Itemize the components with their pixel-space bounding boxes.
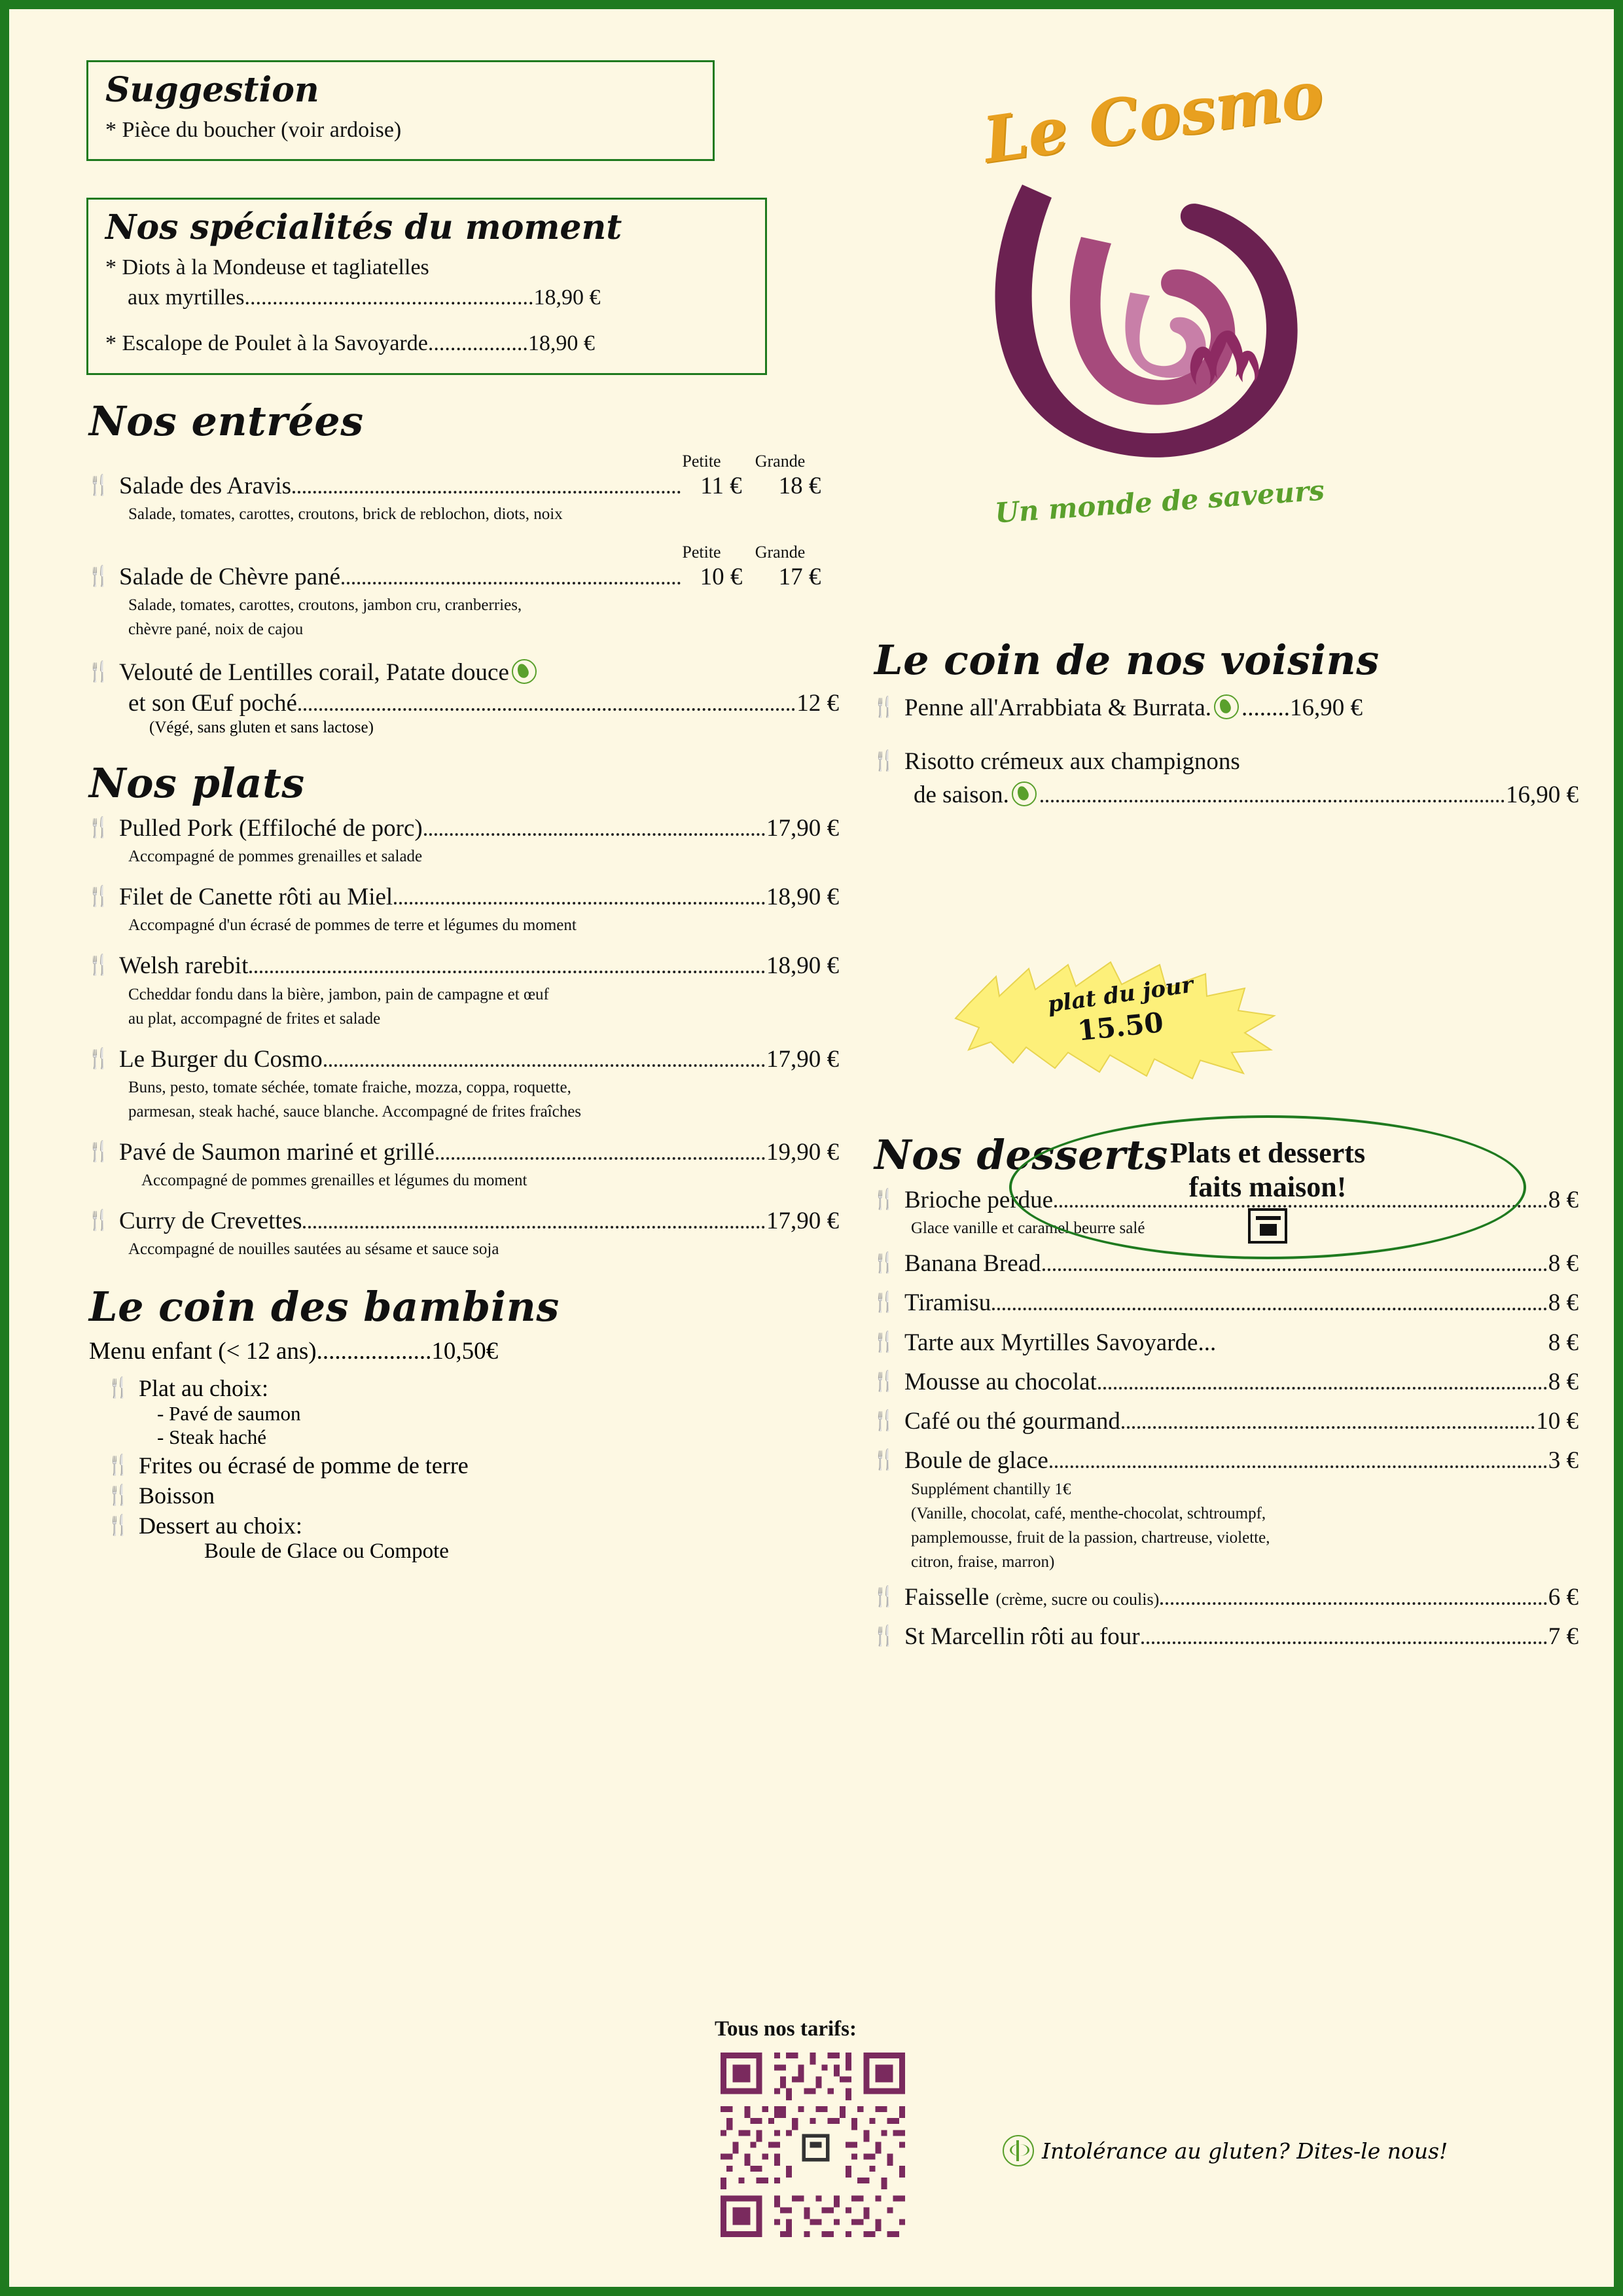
plat-name: Le Burger du Cosmo bbox=[119, 1045, 323, 1073]
entree-item bbox=[86, 471, 839, 526]
cutlery-icon: 🍴 bbox=[86, 954, 111, 977]
dessert-item bbox=[872, 1288, 1578, 1318]
dessert-item bbox=[872, 1367, 1578, 1397]
plats-title: Nos plats bbox=[89, 759, 305, 807]
plat-desc-2: au plat, accompagné de frites et salade bbox=[128, 1009, 381, 1028]
bambins-title: Le coin des bambins bbox=[89, 1283, 560, 1331]
col-header-grande: Grande bbox=[755, 543, 806, 562]
specialite-price: 18,90 € bbox=[533, 285, 601, 310]
specialite-name: * Escalope de Poulet à la Savoyarde bbox=[105, 331, 428, 355]
qr-code[interactable] bbox=[715, 2047, 911, 2243]
specialites-box bbox=[86, 198, 767, 374]
suggestion-line: * Pièce du boucher (voir ardoise) bbox=[105, 117, 402, 142]
gluten-text: Intolérance au gluten? Dites-le nous! bbox=[1042, 2138, 1448, 2164]
plat-item bbox=[86, 882, 839, 937]
plat-price: 17,90 € bbox=[766, 1045, 839, 1073]
cutlery-icon: 🍴 bbox=[872, 750, 897, 772]
leader-dots bbox=[342, 581, 681, 584]
kids-menu-price: 10,50€ bbox=[431, 1338, 499, 1365]
voisin-name: Penne all'Arrabbiata & Burrata. bbox=[904, 694, 1211, 721]
dessert-price: 10 € bbox=[1536, 1408, 1578, 1435]
entree-name: Velouté de Lentilles corail, Patate douce bbox=[119, 659, 509, 687]
plat-desc: Buns, pesto, tomate séchée, tomate fraiche, mozza, coppa, roquette, bbox=[128, 1078, 571, 1096]
kids-item-label: Dessert au choix: bbox=[139, 1513, 302, 1539]
cutlery-icon: 🍴 bbox=[872, 1370, 897, 1392]
plat-name: Welsh rarebit bbox=[119, 952, 249, 980]
menu-inner bbox=[21, 21, 1602, 2275]
plat-name: Filet de Canette rôti au Miel bbox=[119, 884, 393, 910]
wheat-icon bbox=[1003, 2135, 1034, 2166]
dessert-item bbox=[872, 1328, 1578, 1358]
cutlery-icon: 🍴 bbox=[86, 1210, 111, 1231]
dessert-item bbox=[872, 1622, 1578, 1652]
kids-item-label: Boisson bbox=[139, 1482, 215, 1509]
price-petite: 11 € bbox=[700, 472, 742, 499]
plat-du-jour-label: plat du jour bbox=[1046, 971, 1195, 1018]
dessert-name: Mousse au chocolat bbox=[904, 1368, 1097, 1395]
vegan-icon bbox=[512, 659, 537, 684]
fait-maison-line1: Plats et desserts bbox=[1169, 1137, 1366, 1169]
leader-dots bbox=[1043, 1268, 1547, 1271]
plat-desc: Accompagné de pommes grenailles et salade bbox=[128, 848, 423, 865]
cutlery-icon: 🍴 bbox=[872, 696, 897, 718]
dessert-price: 8 € bbox=[1548, 1368, 1578, 1395]
fait-maison-badge bbox=[1009, 1115, 1526, 1259]
price-grande: 18 € bbox=[778, 472, 821, 499]
brand-name: Le Cosmo bbox=[978, 56, 1328, 177]
cutlery-icon: 🍴 bbox=[872, 1331, 897, 1353]
plat-name: Pulled Pork (Effiloché de porc) bbox=[119, 814, 423, 842]
specialite-dots: .................................................... bbox=[244, 285, 534, 310]
cutlery-icon: 🍴 bbox=[106, 1377, 131, 1399]
plat-desc: Accompagné de pommes grenailles et légumes du moment bbox=[141, 1172, 527, 1189]
plat-item bbox=[86, 814, 839, 868]
voisin-item bbox=[872, 747, 1578, 810]
cutlery-icon: 🍴 bbox=[106, 1484, 131, 1507]
dessert-name: Faisselle bbox=[904, 1583, 990, 1611]
kids-item-label: Frites ou écrasé de pomme de terre bbox=[139, 1452, 469, 1479]
plat-price: 18,90 € bbox=[766, 884, 839, 910]
plat-price: 18,90 € bbox=[766, 952, 839, 980]
kids-menu-line bbox=[89, 1337, 839, 1365]
kids-item bbox=[106, 1452, 839, 1479]
voisin-item bbox=[872, 691, 1578, 723]
kids-item bbox=[106, 1482, 839, 1509]
dessert-name: Café ou thé gourmand bbox=[904, 1408, 1120, 1435]
plat-price: 17,90 € bbox=[766, 1208, 839, 1234]
price-grande: 17 € bbox=[778, 564, 821, 590]
kids-item bbox=[106, 1374, 839, 1402]
dessert-name-note: (crème, sucre ou coulis) bbox=[995, 1589, 1160, 1609]
cutlery-icon: 🍴 bbox=[872, 1449, 897, 1471]
cutlery-icon: 🍴 bbox=[872, 1410, 897, 1431]
cutlery-icon: 🍴 bbox=[872, 1624, 897, 1647]
desserts-title: Nos desserts bbox=[874, 1130, 1168, 1179]
leader-dots bbox=[293, 490, 681, 493]
dessert-name: St Marcellin rôti au four bbox=[904, 1623, 1140, 1650]
plat-desc: Accompagné d'un écrasé de pommes de terre et légumes du moment bbox=[128, 916, 577, 935]
plat-price: 19,90 € bbox=[766, 1138, 839, 1166]
vegan-icon bbox=[1012, 781, 1037, 806]
plat-du-jour-badge bbox=[950, 950, 1291, 1081]
cutlery-icon: 🍴 bbox=[106, 1515, 131, 1537]
kids-menu-dots: ................... bbox=[316, 1338, 432, 1365]
cutlery-icon: 🍴 bbox=[872, 1585, 897, 1607]
dessert-item bbox=[872, 1583, 1578, 1613]
specialite-name: * Diots à la Mondeuse et tagliatelles bbox=[105, 255, 429, 280]
specialite-name-2: aux myrtilles bbox=[128, 285, 245, 310]
cutlery-icon: 🍴 bbox=[86, 886, 111, 907]
leader-dots bbox=[303, 1225, 765, 1229]
plat-item bbox=[86, 1045, 839, 1123]
dessert-price: 6 € bbox=[1548, 1583, 1578, 1611]
entrees-col-headers-2 bbox=[86, 543, 819, 562]
cutlery-icon: 🍴 bbox=[86, 474, 111, 496]
dessert-desc: Glace vanille et caramel beurre salé bbox=[911, 1219, 1145, 1237]
dessert-name: Tiramisu bbox=[904, 1289, 991, 1317]
col-header-grande: Grande bbox=[755, 451, 806, 471]
entrees-col-headers bbox=[86, 452, 819, 471]
entree-item bbox=[86, 655, 839, 737]
cutlery-icon: 🍴 bbox=[872, 1291, 897, 1314]
dessert-desc-2: (Vanille, chocolat, café, menthe-chocolat, schtroumpf, bbox=[911, 1504, 1266, 1522]
plat-desc-2: parmesan, steak haché, sauce blanche. Accompagné de frites fraîches bbox=[128, 1102, 582, 1121]
leader-dots bbox=[1041, 799, 1505, 802]
kids-item bbox=[106, 1512, 839, 1539]
plat-item bbox=[86, 1206, 839, 1261]
entree-prices bbox=[682, 562, 839, 592]
cutlery-icon: 🍴 bbox=[86, 1140, 111, 1162]
gluten-note bbox=[1003, 2135, 1448, 2166]
qr-block bbox=[715, 2017, 931, 2246]
entree-note: (Végé, sans gluten et sans lactose) bbox=[149, 718, 374, 736]
leader-dots bbox=[1160, 1602, 1546, 1605]
fait-maison-text bbox=[1012, 1136, 1524, 1204]
entree-price: 12 € bbox=[796, 689, 839, 717]
leader-dots bbox=[1141, 1641, 1547, 1644]
voisin-name: Risotto crémeux aux champignons bbox=[904, 748, 1240, 776]
entrees-title: Nos entrées bbox=[89, 397, 364, 445]
vegan-icon bbox=[1214, 694, 1239, 719]
plat-price: 17,90 € bbox=[766, 814, 839, 842]
cutlery-icon: 🍴 bbox=[872, 1252, 897, 1274]
qr-label: Tous nos tarifs: bbox=[715, 2017, 857, 2041]
specialite-dots: .................. bbox=[427, 331, 528, 355]
voisins-title: Le coin de nos voisins bbox=[874, 636, 1380, 684]
specialites-title: Nos spécialités du moment bbox=[105, 207, 622, 248]
dessert-name: Banana Bread bbox=[904, 1250, 1041, 1277]
specialite-item bbox=[105, 329, 748, 359]
entree-prices bbox=[682, 471, 839, 501]
kids-item-label: Plat au choix: bbox=[139, 1375, 268, 1402]
specialite-item bbox=[105, 253, 748, 313]
plat-du-jour-price: 15.50 bbox=[1076, 1006, 1165, 1047]
dessert-item bbox=[872, 1407, 1578, 1437]
leader-dots bbox=[436, 1157, 765, 1160]
leader-dots bbox=[992, 1307, 1546, 1310]
col-header-petite: Petite bbox=[682, 543, 721, 562]
leader-dots bbox=[249, 970, 765, 973]
suggestion-box bbox=[86, 60, 715, 161]
entree-name: Salade de Chèvre pané bbox=[119, 564, 340, 590]
leader-dots bbox=[298, 708, 795, 711]
dessert-desc-4: citron, fraise, marron) bbox=[911, 1552, 1055, 1571]
fait-maison-line2: faits maison! bbox=[1188, 1170, 1347, 1203]
plat-desc: Accompagné de nouilles sautées au sésame et sauce soja bbox=[128, 1240, 499, 1259]
col-header-petite: Petite bbox=[682, 451, 721, 471]
leader-dots bbox=[1122, 1426, 1535, 1429]
specialite-price: 18,90 € bbox=[527, 331, 595, 355]
entree-item bbox=[86, 562, 839, 641]
entree-desc: Salade, tomates, carottes, croutons, brick de reblochon, diots, noix bbox=[128, 505, 563, 523]
voisin-name-2: de saison. bbox=[914, 781, 1009, 808]
dessert-name: Tarte aux Myrtilles Savoyarde... bbox=[904, 1329, 1217, 1356]
plat-item bbox=[86, 951, 839, 1030]
cutlery-icon: 🍴 bbox=[106, 1454, 131, 1477]
leader-dots bbox=[424, 833, 765, 836]
dessert-price: 7 € bbox=[1548, 1623, 1578, 1650]
dessert-price: 3 € bbox=[1548, 1447, 1578, 1475]
kids-menu-label: Menu enfant (< 12 ans) bbox=[89, 1338, 317, 1365]
leader-dots bbox=[394, 901, 765, 905]
kids-sub-option: - Steak haché bbox=[157, 1426, 266, 1449]
dessert-price: 8 € bbox=[1548, 1329, 1578, 1356]
plat-name: Pavé de Saumon mariné et grillé bbox=[119, 1138, 435, 1166]
price-petite: 10 € bbox=[700, 564, 743, 590]
right-column bbox=[872, 60, 1578, 1655]
cutlery-icon: 🍴 bbox=[86, 1047, 111, 1069]
entree-desc-2: chèvre pané, noix de cajou bbox=[128, 620, 304, 639]
kids-dessert-options: Boule de Glace ou Compote bbox=[204, 1539, 449, 1564]
plat-item bbox=[86, 1138, 839, 1192]
dessert-desc: Supplément chantilly 1€ bbox=[911, 1480, 1071, 1498]
dessert-item bbox=[872, 1446, 1578, 1573]
plat-desc: Ccheddar fondu dans la bière, jambon, pain de campagne et œuf bbox=[128, 985, 549, 1003]
cutlery-icon: 🍴 bbox=[86, 661, 111, 683]
dessert-price: 8 € bbox=[1548, 1289, 1578, 1317]
plat-name: Curry de Crevettes bbox=[119, 1208, 302, 1234]
brand-slogan: Un monde de saveurs bbox=[993, 474, 1326, 529]
dessert-name: Brioche perdue bbox=[904, 1186, 1054, 1213]
leader-dots bbox=[1098, 1386, 1547, 1390]
leader-dots bbox=[1050, 1465, 1547, 1468]
house-made-icon bbox=[1248, 1208, 1287, 1244]
left-column bbox=[86, 60, 839, 1564]
kids-sub-option: - Pavé de saumon bbox=[157, 1402, 301, 1426]
cutlery-icon: 🍴 bbox=[86, 816, 111, 838]
dessert-price: 8 € bbox=[1548, 1186, 1578, 1213]
suggestion-title: Suggestion bbox=[105, 70, 319, 110]
dessert-name: Boule de glace bbox=[904, 1447, 1048, 1475]
leader-dots bbox=[324, 1064, 765, 1067]
cutlery-icon: 🍴 bbox=[872, 1188, 897, 1210]
voisin-dots: ........ bbox=[1241, 694, 1290, 721]
entree-name-2: et son Œuf poché bbox=[128, 689, 297, 717]
dessert-desc-3: pamplemousse, fruit de la passion, chartreuse, violette, bbox=[911, 1528, 1270, 1547]
voisin-price: 16,90 € bbox=[1506, 781, 1578, 808]
entree-name: Salade des Aravis bbox=[119, 472, 292, 499]
dessert-price: 8 € bbox=[1548, 1250, 1578, 1277]
voisin-price: 16,90 € bbox=[1290, 694, 1363, 721]
entree-desc: Salade, tomates, carottes, croutons, jambon cru, cranberries, bbox=[128, 596, 522, 615]
cutlery-icon: 🍴 bbox=[86, 565, 111, 587]
